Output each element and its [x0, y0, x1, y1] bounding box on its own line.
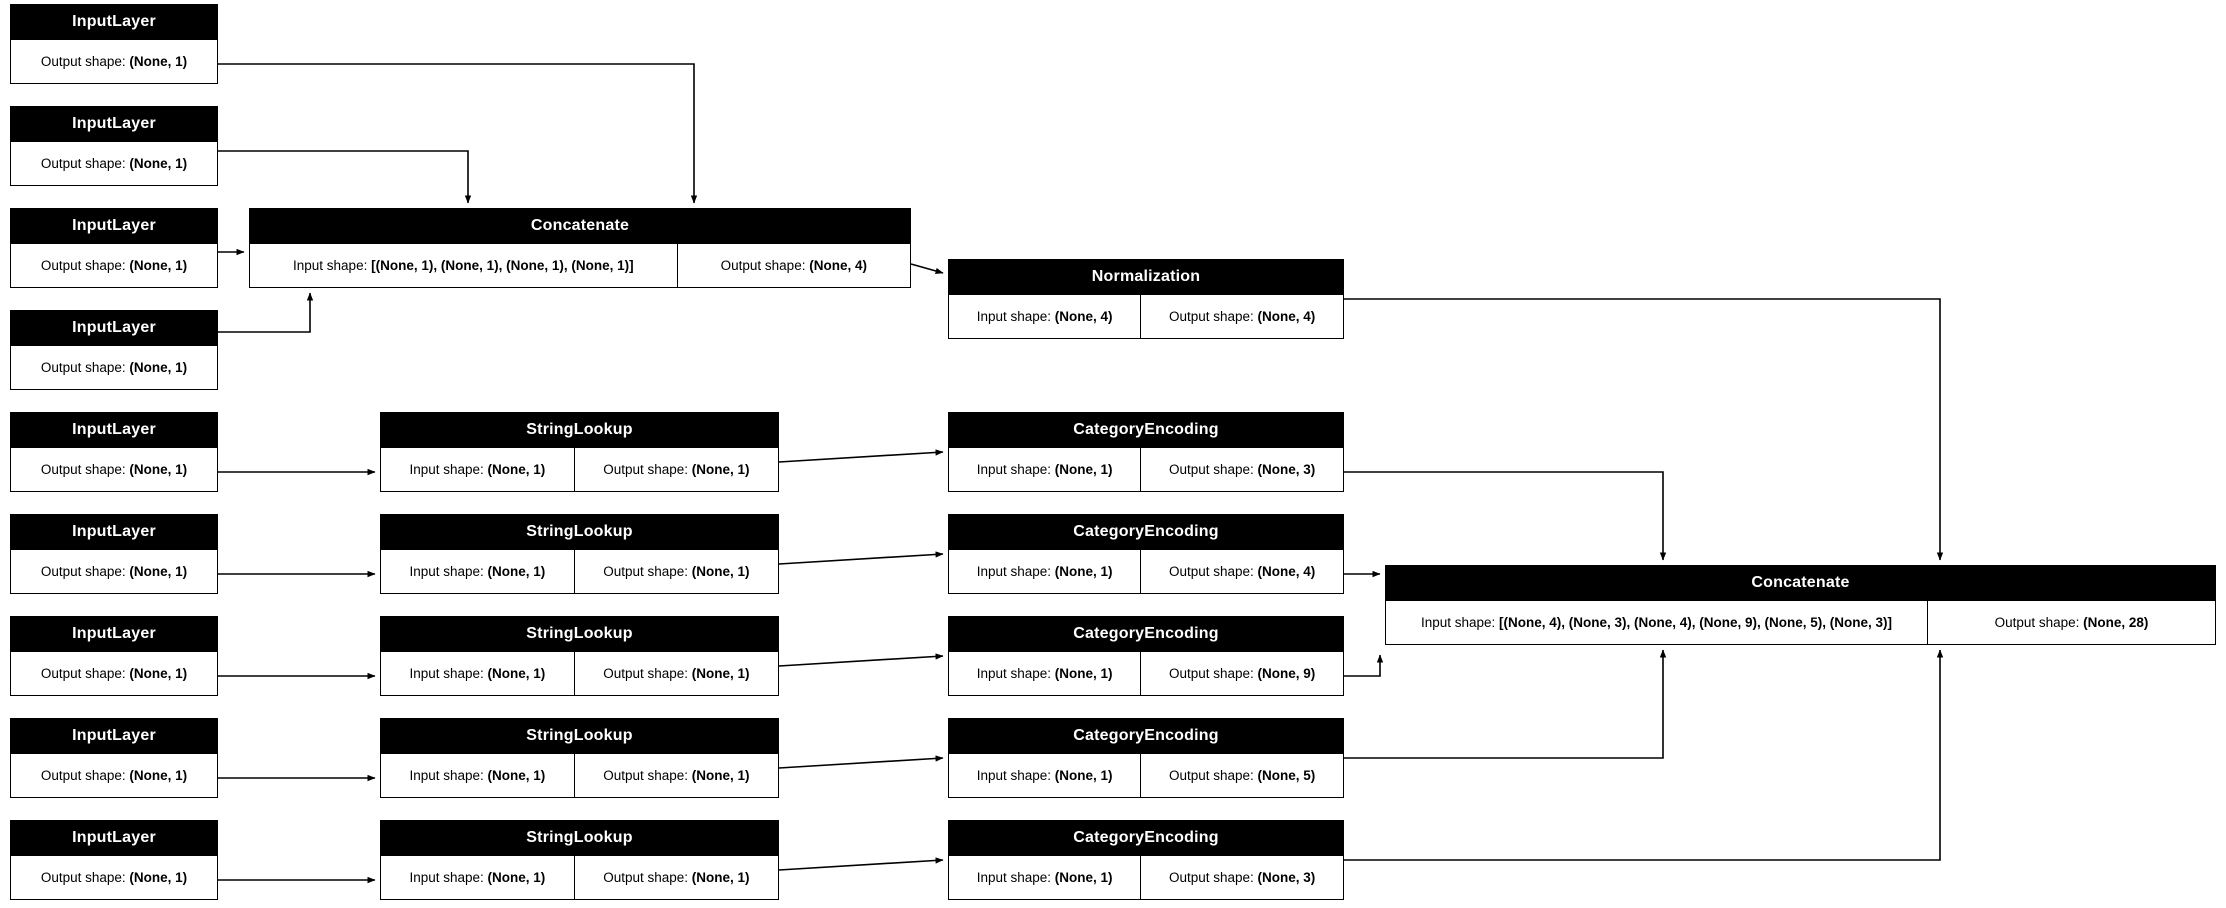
field-input-shape	[949, 295, 1140, 338]
node-fields	[250, 244, 910, 287]
node-title: InputLayer	[11, 413, 217, 448]
field-value: (None, 1)	[487, 869, 546, 885]
field-label: Output shape:	[603, 869, 689, 885]
field-value: (None, 1)	[129, 53, 188, 69]
field-label: Output shape:	[40, 257, 126, 273]
field-label: Output shape:	[40, 665, 126, 681]
field-label: Output shape:	[1168, 461, 1254, 477]
node-category-encoding-4[interactable]	[948, 718, 1344, 798]
field-value: (None, 1)	[487, 767, 546, 783]
field-label: Input shape:	[293, 257, 368, 273]
field-value: (None, 1)	[691, 767, 750, 783]
field-output-shape	[11, 448, 217, 491]
node-title: InputLayer	[11, 821, 217, 856]
field-output-shape	[574, 550, 778, 593]
node-title: StringLookup	[381, 617, 778, 652]
field-output-shape	[1140, 856, 1343, 899]
field-value: (None, 1)	[129, 257, 188, 273]
field-label: Output shape:	[1168, 563, 1254, 579]
field-value: (None, 1)	[1054, 869, 1113, 885]
node-fields	[11, 652, 217, 695]
node-input-layer-1[interactable]	[10, 4, 218, 84]
field-value: (None, 1)	[1054, 767, 1113, 783]
field-value: [(None, 4), (None, 3), (None, 4), (None, 9), (None, 5), (None, 3)]	[1499, 614, 1893, 630]
field-output-shape	[1140, 448, 1343, 491]
node-title: InputLayer	[11, 515, 217, 550]
field-value: (None, 1)	[129, 767, 188, 783]
field-value: (None, 1)	[129, 869, 188, 885]
field-value: (None, 3)	[1257, 869, 1316, 885]
field-label: Input shape:	[409, 767, 484, 783]
field-label: Output shape:	[40, 155, 126, 171]
field-value: (None, 1)	[691, 869, 750, 885]
field-value: (None, 4)	[1054, 308, 1113, 324]
node-input-layer-5[interactable]	[10, 412, 218, 492]
node-fields	[1386, 601, 2215, 644]
field-label: Output shape:	[1168, 869, 1254, 885]
node-title: CategoryEncoding	[949, 515, 1343, 550]
field-label: Input shape:	[976, 767, 1052, 783]
field-output-shape	[11, 550, 217, 593]
node-string-lookup-2[interactable]	[380, 514, 779, 594]
node-title: InputLayer	[11, 5, 217, 40]
node-fields	[11, 40, 217, 83]
field-value: (None, 1)	[487, 665, 546, 681]
field-value: (None, 28)	[2083, 614, 2149, 630]
node-input-layer-8[interactable]	[10, 718, 218, 798]
node-title: Concatenate	[1386, 566, 2215, 601]
field-output-shape	[11, 856, 217, 899]
node-title: StringLookup	[381, 719, 778, 754]
field-output-shape	[1140, 295, 1343, 338]
field-input-shape	[381, 652, 574, 695]
field-value: [(None, 1), (None, 1), (None, 1), (None, 1)]	[371, 257, 634, 273]
field-output-shape	[1927, 601, 2215, 644]
node-fields	[949, 754, 1343, 797]
field-value: (None, 3)	[1257, 461, 1316, 477]
field-output-shape	[677, 244, 910, 287]
field-value: (None, 1)	[129, 155, 188, 171]
node-fields	[949, 295, 1343, 338]
field-output-shape	[574, 652, 778, 695]
field-output-shape	[11, 244, 217, 287]
field-label: Input shape:	[409, 461, 484, 477]
node-fields	[11, 142, 217, 185]
node-fields	[381, 448, 778, 491]
node-input-layer-2[interactable]	[10, 106, 218, 186]
node-fields	[381, 652, 778, 695]
field-label: Input shape:	[976, 563, 1052, 579]
field-value: (None, 1)	[691, 461, 750, 477]
node-title: Concatenate	[250, 209, 910, 244]
node-input-layer-6[interactable]	[10, 514, 218, 594]
field-label: Output shape:	[603, 461, 689, 477]
field-output-shape	[574, 448, 778, 491]
field-label: Input shape:	[409, 665, 484, 681]
node-concatenate-final[interactable]	[1385, 565, 2216, 645]
field-output-shape	[574, 754, 778, 797]
node-title: StringLookup	[381, 413, 778, 448]
node-input-layer-4[interactable]	[10, 310, 218, 390]
field-label: Input shape:	[409, 563, 484, 579]
node-fields	[11, 550, 217, 593]
field-input-shape	[949, 754, 1140, 797]
field-value: (None, 1)	[129, 665, 188, 681]
field-value: (None, 5)	[1257, 767, 1316, 783]
node-title: InputLayer	[11, 107, 217, 142]
field-output-shape	[1140, 652, 1343, 695]
node-title: CategoryEncoding	[949, 617, 1343, 652]
field-input-shape	[381, 856, 574, 899]
node-fields	[11, 346, 217, 389]
field-value: (None, 1)	[129, 461, 188, 477]
node-input-layer-9[interactable]	[10, 820, 218, 900]
node-concatenate-numeric[interactable]	[249, 208, 911, 288]
node-title: InputLayer	[11, 209, 217, 244]
field-label: Output shape:	[603, 665, 689, 681]
field-output-shape	[11, 142, 217, 185]
field-output-shape	[11, 652, 217, 695]
field-value: (None, 1)	[691, 563, 750, 579]
field-label: Input shape:	[976, 461, 1052, 477]
field-output-shape	[1140, 754, 1343, 797]
field-input-shape	[381, 448, 574, 491]
field-label: Input shape:	[409, 869, 484, 885]
node-title: StringLookup	[381, 821, 778, 856]
field-label: Output shape:	[603, 767, 689, 783]
node-fields	[949, 550, 1343, 593]
field-input-shape	[1386, 601, 1927, 644]
node-fields	[11, 754, 217, 797]
field-value: (None, 4)	[1257, 308, 1316, 324]
field-value: (None, 4)	[809, 257, 867, 273]
field-input-shape	[381, 754, 574, 797]
field-input-shape	[949, 856, 1140, 899]
field-label: Output shape:	[40, 767, 126, 783]
field-label: Input shape:	[976, 308, 1052, 324]
node-title: CategoryEncoding	[949, 821, 1343, 856]
field-label: Output shape:	[1994, 614, 2080, 630]
field-output-shape	[574, 856, 778, 899]
field-output-shape	[11, 40, 217, 83]
field-label: Input shape:	[976, 665, 1052, 681]
node-title: InputLayer	[11, 617, 217, 652]
field-label: Output shape:	[1168, 665, 1254, 681]
node-string-lookup-5[interactable]	[380, 820, 779, 900]
node-title: StringLookup	[381, 515, 778, 550]
field-value: (None, 1)	[487, 563, 546, 579]
field-output-shape	[11, 346, 217, 389]
field-value: (None, 1)	[129, 563, 188, 579]
field-label: Output shape:	[40, 869, 126, 885]
node-string-lookup-4[interactable]	[380, 718, 779, 798]
node-title: InputLayer	[11, 719, 217, 754]
node-category-encoding-5[interactable]	[948, 820, 1344, 900]
node-category-encoding-3[interactable]	[948, 616, 1344, 696]
node-category-encoding-1[interactable]	[948, 412, 1344, 492]
node-input-layer-7[interactable]	[10, 616, 218, 696]
node-title: Normalization	[949, 260, 1343, 295]
node-fields	[949, 856, 1343, 899]
field-label: Output shape:	[40, 53, 126, 69]
field-value: (None, 4)	[1257, 563, 1316, 579]
field-input-shape	[250, 244, 677, 287]
field-label: Output shape:	[720, 257, 806, 273]
node-fields	[381, 550, 778, 593]
field-input-shape	[949, 550, 1140, 593]
field-label: Output shape:	[40, 359, 126, 375]
node-string-lookup-1[interactable]	[380, 412, 779, 492]
node-fields	[949, 652, 1343, 695]
field-input-shape	[381, 550, 574, 593]
field-value: (None, 1)	[691, 665, 750, 681]
field-value: (None, 9)	[1257, 665, 1316, 681]
node-fields	[11, 856, 217, 899]
node-category-encoding-2[interactable]	[948, 514, 1344, 594]
node-normalization[interactable]	[948, 259, 1344, 339]
field-label: Output shape:	[603, 563, 689, 579]
field-label: Output shape:	[40, 461, 126, 477]
field-value: (None, 1)	[1054, 563, 1113, 579]
node-input-layer-3[interactable]	[10, 208, 218, 288]
field-value: (None, 1)	[1054, 461, 1113, 477]
node-string-lookup-3[interactable]	[380, 616, 779, 696]
field-input-shape	[949, 652, 1140, 695]
node-fields	[949, 448, 1343, 491]
node-fields	[381, 754, 778, 797]
node-title: InputLayer	[11, 311, 217, 346]
node-title: CategoryEncoding	[949, 719, 1343, 754]
field-label: Output shape:	[40, 563, 126, 579]
field-output-shape	[1140, 550, 1343, 593]
field-label: Input shape:	[976, 869, 1052, 885]
field-value: (None, 1)	[129, 359, 188, 375]
field-value: (None, 1)	[487, 461, 546, 477]
field-label: Output shape:	[1168, 767, 1254, 783]
field-value: (None, 1)	[1054, 665, 1113, 681]
node-fields	[11, 448, 217, 491]
field-label: Input shape:	[1420, 614, 1496, 630]
node-title: CategoryEncoding	[949, 413, 1343, 448]
node-fields	[11, 244, 217, 287]
field-output-shape	[11, 754, 217, 797]
field-input-shape	[949, 448, 1140, 491]
node-fields	[381, 856, 778, 899]
field-label: Output shape:	[1168, 308, 1254, 324]
